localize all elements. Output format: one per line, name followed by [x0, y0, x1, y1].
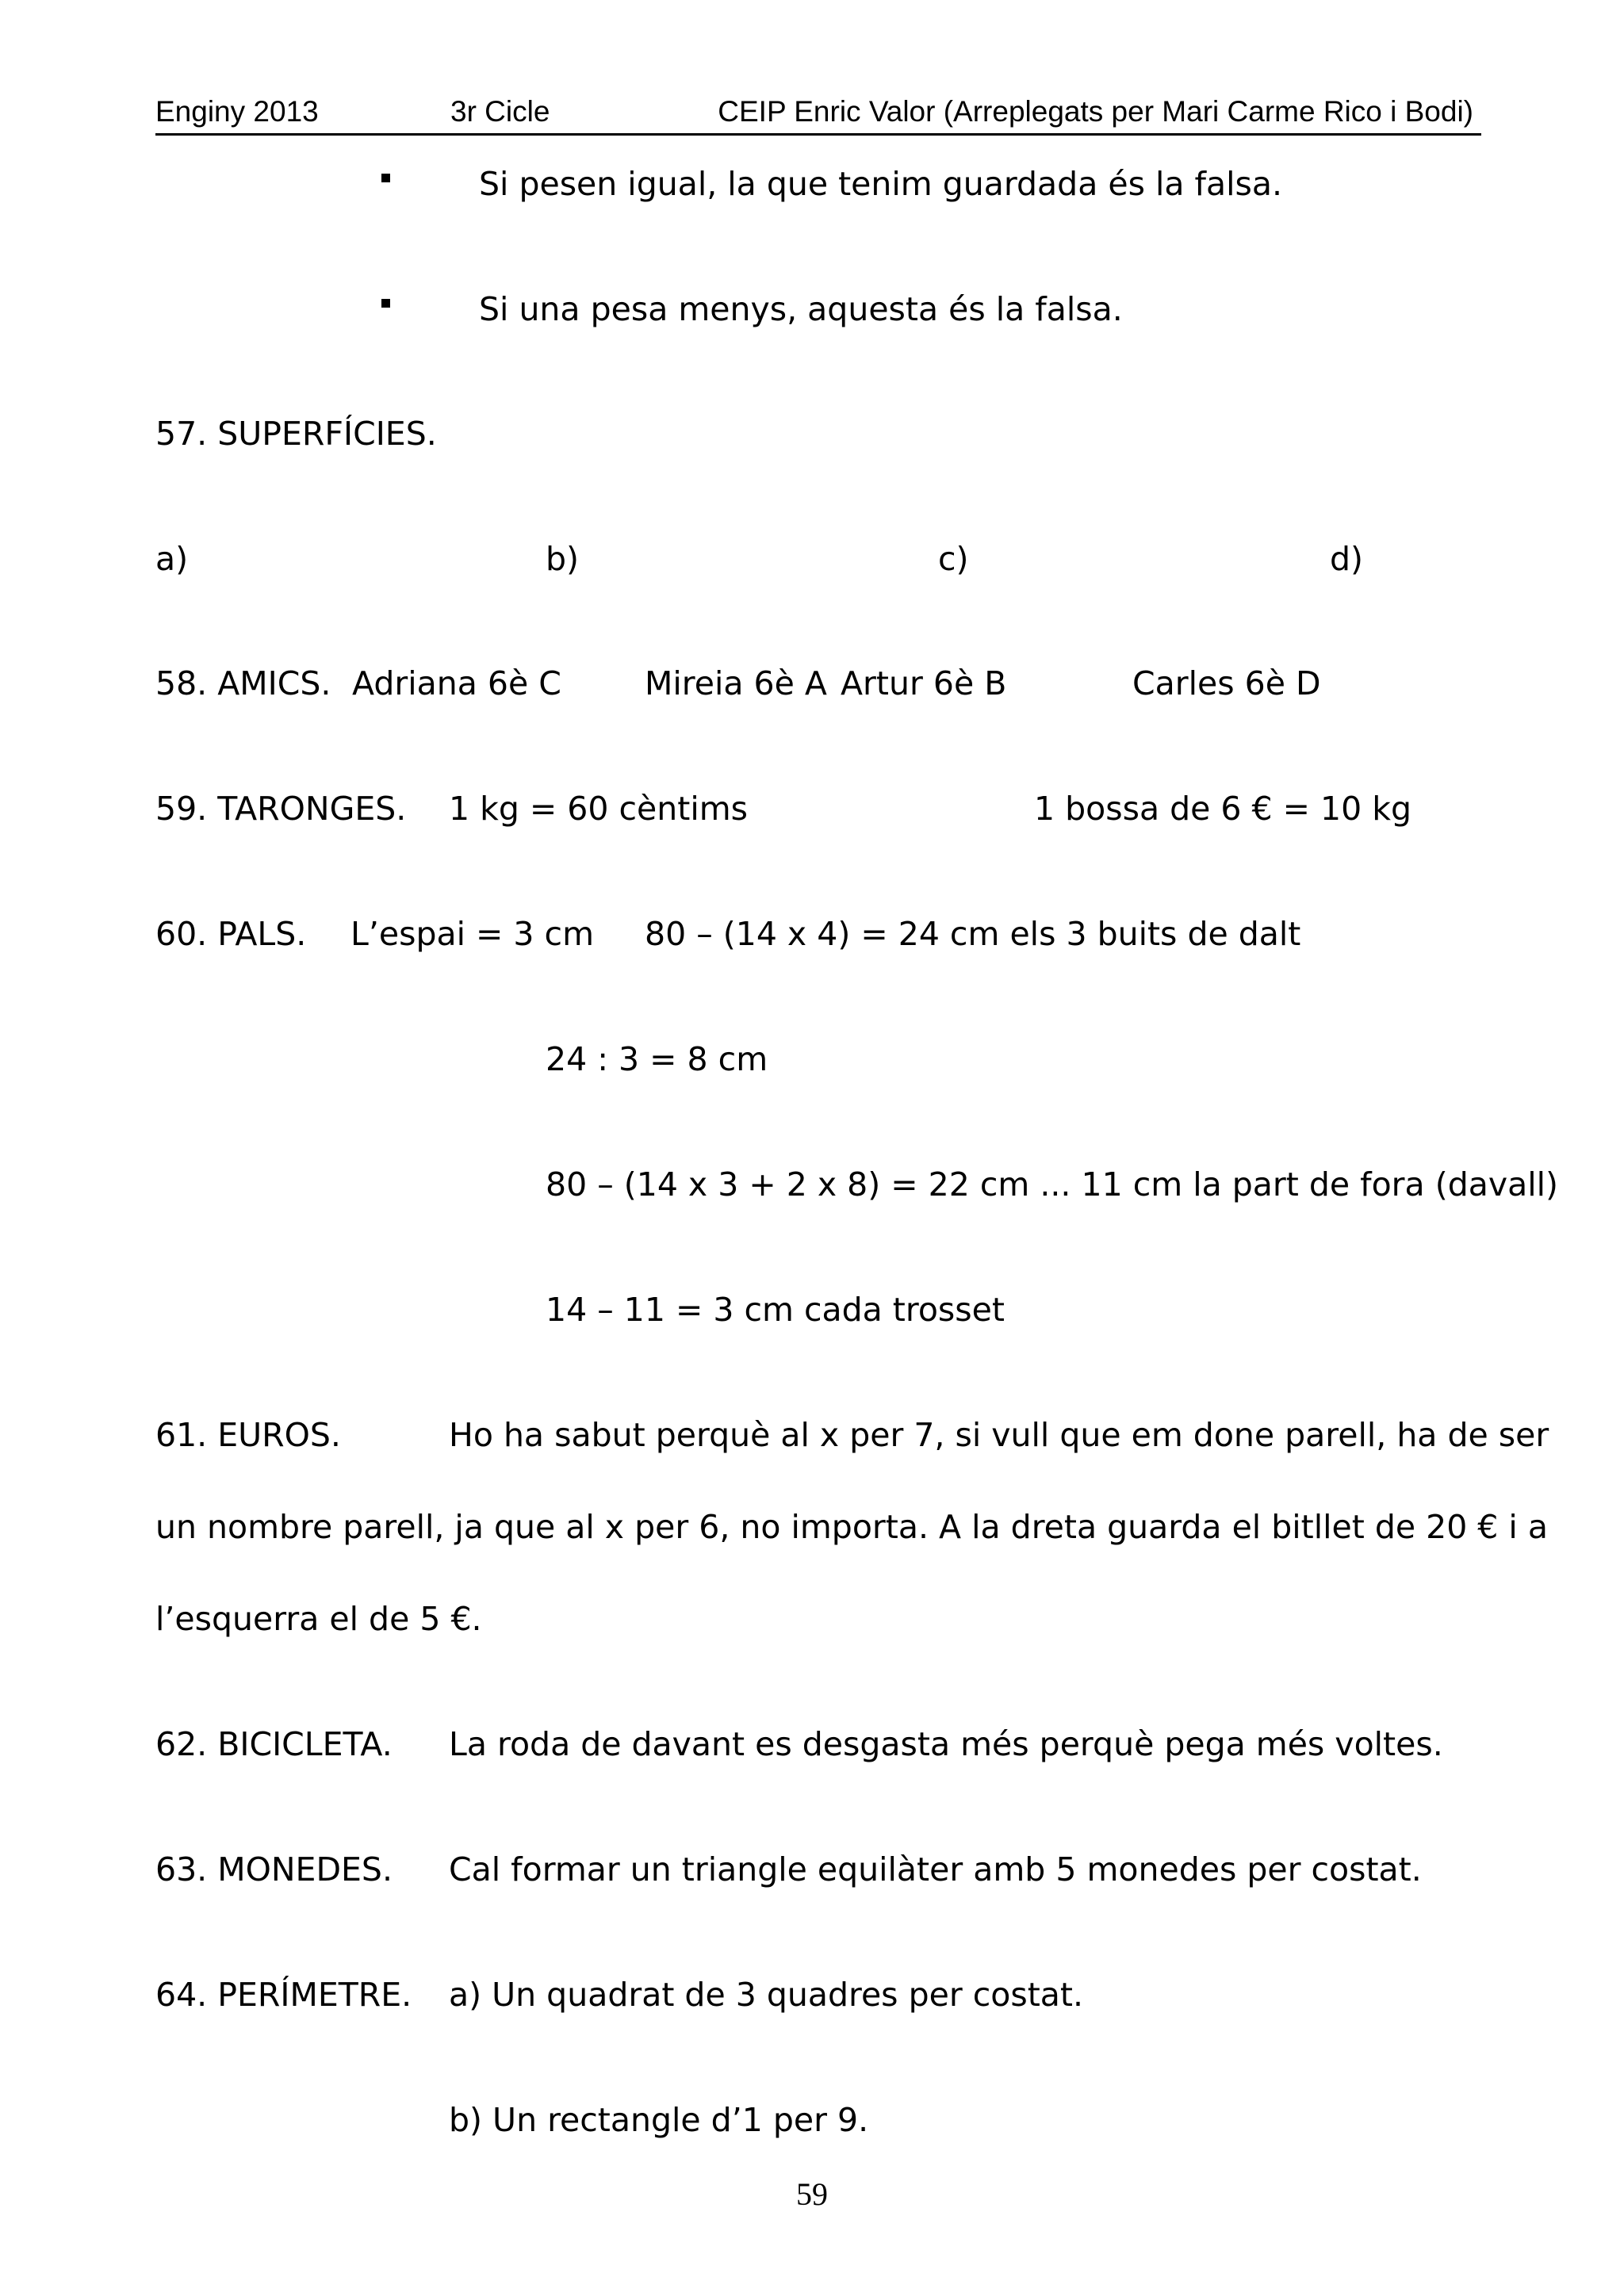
q58-answer-b: Mireia 6è A	[645, 664, 827, 702]
q57-title: 57. SUPERFÍCIES.	[155, 415, 437, 453]
q64-answer-a: a) Un quadrat de 3 quadres per costat.	[449, 1976, 1084, 2014]
q64-title: 64. PERÍMETRE.	[155, 1976, 412, 2014]
q57-option-a: a)	[155, 540, 189, 578]
q57-option-c: c)	[938, 540, 969, 578]
bullet-text-2: Si una pesa menys, aquesta és la falsa.	[479, 290, 1123, 328]
header-right: CEIP Enric Valor (Arreplegats per Mari Carme Rico i Bodi)	[718, 95, 1473, 128]
q58-answer-c: Artur 6è B	[841, 664, 1007, 702]
bullet-text-1: Si pesen igual, la que tenim guardada és la falsa.	[479, 165, 1282, 203]
q58-answer-a: Adriana 6è C	[352, 664, 561, 702]
q63-title: 63. MONEDES.	[155, 1850, 393, 1888]
q60-answer-c: 24 : 3 = 8 cm	[546, 1040, 768, 1078]
header-middle: 3r Cicle	[450, 95, 550, 128]
q57-option-b: b)	[546, 540, 580, 578]
q61-line-1: Ho ha sabut perquè al x per 7, si vull que em done parell, ha de ser	[449, 1416, 1549, 1454]
header-left: Enginy 2013	[155, 95, 319, 128]
q62-answer: La roda de davant es desgasta més perquè pega més voltes.	[449, 1725, 1443, 1763]
q60-title: 60. PALS.	[155, 915, 307, 953]
q58-title: 58. AMICS.	[155, 664, 331, 702]
q59-answer-b: 1 bossa de 6 € = 10 kg	[1034, 790, 1411, 828]
q64-answer-b: b) Un rectangle d’1 per 9.	[449, 2101, 869, 2139]
q60-answer-e: 14 – 11 = 3 cm cada trosset	[546, 1291, 1005, 1329]
q60-answer-b: 80 – (14 x 4) = 24 cm els 3 buits de dalt	[645, 915, 1301, 953]
page-number: 59	[796, 2176, 828, 2212]
q59-title: 59. TARONGES.	[155, 790, 407, 828]
q59-answer-a: 1 kg = 60 cèntims	[449, 790, 749, 828]
q57-option-d: d)	[1330, 540, 1364, 578]
q61-line-3: l’esquerra el de 5 €.	[155, 1600, 482, 1638]
q61-line-2: un nombre parell, ja que al x per 6, no importa. A la dreta guarda el bitllet de 20 € i a	[155, 1508, 1548, 1546]
q60-answer-d: 80 – (14 x 3 + 2 x 8) = 22 cm ... 11 cm la part de fora (davall)	[546, 1165, 1559, 1203]
page-header	[155, 94, 1481, 136]
bullet-marker	[381, 299, 390, 308]
q61-title: 61. EUROS.	[155, 1416, 341, 1454]
bullet-marker	[381, 174, 390, 182]
q63-answer: Cal formar un triangle equilàter amb 5 monedes per costat.	[449, 1850, 1422, 1888]
q58-answer-d: Carles 6è D	[1132, 664, 1321, 702]
q60-answer-a: L’espai = 3 cm	[350, 915, 595, 953]
q62-title: 62. BICICLETA.	[155, 1725, 393, 1763]
